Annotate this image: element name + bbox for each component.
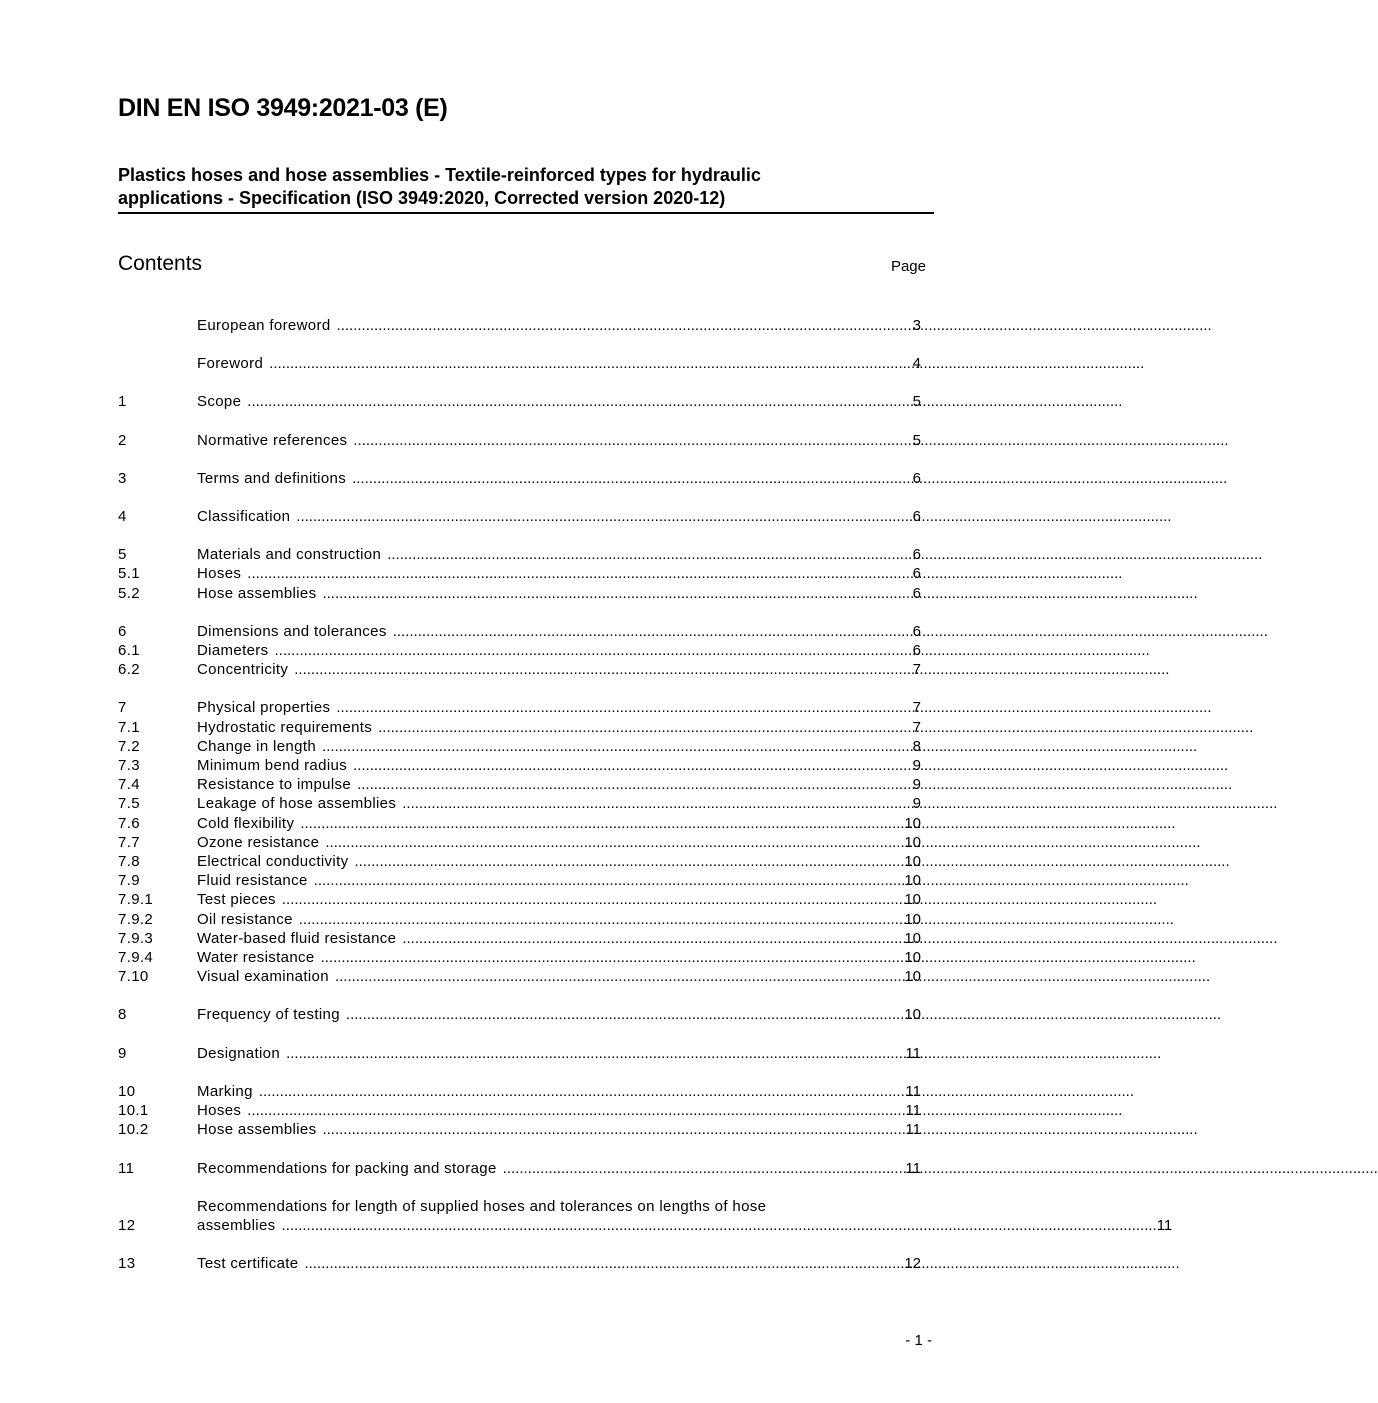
table-of-contents bbox=[118, 316, 1173, 1292]
toc-entry[interactable] bbox=[118, 641, 921, 660]
toc-entry-number: 5.1 bbox=[118, 565, 140, 583]
toc-entry[interactable] bbox=[118, 431, 921, 450]
toc-entry-page: 6 bbox=[912, 642, 921, 660]
toc-entry[interactable] bbox=[118, 507, 921, 526]
toc-entry-page: 6 bbox=[912, 469, 921, 487]
toc-entry[interactable] bbox=[118, 354, 921, 373]
toc-entry-body bbox=[197, 948, 921, 967]
toc-entry-title: Concentricity bbox=[197, 661, 289, 679]
toc-entry-body bbox=[197, 756, 921, 775]
toc-entry-body bbox=[197, 545, 921, 564]
toc-entry-number: 7.1 bbox=[118, 718, 140, 736]
toc-entry-page: 10 bbox=[904, 1006, 921, 1024]
toc-entry-title: Oil resistance bbox=[197, 910, 293, 928]
toc-entry-title: Scope bbox=[197, 393, 242, 411]
toc-entry-body bbox=[197, 564, 921, 583]
toc-entry-body bbox=[197, 469, 921, 488]
toc-group bbox=[118, 316, 921, 335]
toc-dot-leader bbox=[304, 1254, 904, 1273]
toc-entry-body bbox=[197, 698, 921, 717]
toc-dot-leader bbox=[336, 698, 912, 717]
toc-entry-title: Water-based fluid resistance bbox=[197, 929, 397, 947]
toc-entry-number: 7.4 bbox=[118, 776, 140, 794]
toc-group bbox=[118, 1197, 1173, 1235]
toc-entry-number: 7 bbox=[118, 699, 127, 717]
toc-dot-leader bbox=[346, 1005, 904, 1024]
toc-group bbox=[118, 545, 921, 603]
toc-entry-body bbox=[197, 584, 921, 603]
toc-entry-title: Water resistance bbox=[197, 949, 315, 967]
contents-heading: Contents bbox=[118, 252, 203, 275]
toc-entry-title: Foreword bbox=[197, 355, 264, 373]
toc-group bbox=[118, 392, 921, 411]
toc-entry-body bbox=[197, 1005, 921, 1024]
toc-entry-number: 11 bbox=[118, 1159, 135, 1177]
toc-entry-number: 7.9.2 bbox=[118, 910, 154, 928]
toc-entry-number: 7.6 bbox=[118, 814, 140, 832]
toc-entry[interactable] bbox=[118, 890, 921, 909]
toc-entry-page: 10 bbox=[904, 833, 921, 851]
toc-entry-page: 11 bbox=[905, 1102, 921, 1120]
toc-dot-leader bbox=[259, 1082, 906, 1101]
toc-entry-title: Recommendations for packing and storage bbox=[197, 1159, 497, 1177]
toc-entry-page: 6 bbox=[912, 565, 921, 583]
toc-entry-number: 6 bbox=[118, 622, 127, 640]
toc-entry-page: 11 bbox=[905, 1082, 921, 1100]
toc-dot-leader bbox=[352, 469, 913, 488]
toc-entry-body bbox=[197, 775, 921, 794]
toc-entry-body bbox=[197, 507, 921, 526]
toc-entry[interactable] bbox=[118, 871, 921, 890]
toc-entry-title: Resistance to impulse bbox=[197, 776, 352, 794]
toc-dot-leader bbox=[247, 392, 912, 411]
toc-entry[interactable] bbox=[118, 316, 921, 335]
toc-entry[interactable] bbox=[118, 660, 921, 679]
toc-dot-leader bbox=[321, 948, 905, 967]
toc-entry-title: Materials and construction bbox=[197, 546, 382, 564]
toc-entry[interactable] bbox=[118, 564, 921, 583]
toc-entry[interactable] bbox=[118, 1159, 921, 1178]
toc-entry-title: Visual examination bbox=[197, 968, 329, 986]
toc-entry-number: 7.5 bbox=[118, 795, 140, 813]
toc-entry-title: Hoses bbox=[197, 1102, 242, 1120]
toc-entry-number: 12 bbox=[118, 1216, 136, 1234]
document-identifier: DIN EN ISO 3949:2021-03 (E) bbox=[118, 94, 448, 122]
toc-entry[interactable] bbox=[118, 775, 921, 794]
toc-entry-body bbox=[197, 622, 921, 641]
toc-entry-title: Dimensions and tolerances bbox=[197, 622, 387, 640]
toc-entry-title-continued: assemblies bbox=[197, 1216, 276, 1234]
toc-entry-number: 10.1 bbox=[118, 1102, 149, 1120]
toc-entry-body bbox=[197, 929, 921, 948]
toc-dot-leader bbox=[402, 929, 904, 948]
document-title-line-2: applications - Specification (ISO 3949:2020, Corrected version 2020-12) bbox=[118, 188, 726, 208]
toc-group bbox=[118, 507, 921, 526]
toc-dot-leader bbox=[393, 622, 913, 641]
toc-entry-number: 7.9.3 bbox=[118, 929, 154, 947]
toc-entry[interactable] bbox=[118, 794, 921, 813]
toc-entry-body bbox=[197, 1044, 921, 1063]
toc-entry[interactable] bbox=[118, 948, 921, 967]
toc-entry-page: 10 bbox=[904, 872, 921, 890]
toc-entry-number: 10 bbox=[118, 1082, 136, 1100]
toc-dot-leader bbox=[322, 737, 913, 756]
toc-entry[interactable] bbox=[118, 545, 921, 564]
toc-entry-number: 7.10 bbox=[118, 968, 149, 986]
toc-entry-title: Electrical conductivity bbox=[197, 853, 349, 871]
toc-entry-page: 9 bbox=[912, 757, 921, 775]
toc-entry-body bbox=[197, 852, 921, 871]
toc-dot-leader bbox=[353, 431, 912, 450]
toc-entry-title: Marking bbox=[197, 1082, 253, 1100]
toc-entry-title: Hose assemblies bbox=[197, 1121, 317, 1139]
toc-entry-number: 9 bbox=[118, 1044, 127, 1062]
toc-dot-leader bbox=[387, 545, 912, 564]
toc-entry-page: 6 bbox=[912, 546, 921, 564]
toc-entry-page: 11 bbox=[905, 1044, 921, 1062]
toc-dot-leader bbox=[282, 1216, 1157, 1235]
toc-entry-title: Classification bbox=[197, 508, 291, 526]
toc-entry-title: Normative references bbox=[197, 431, 348, 449]
toc-entry-title: European foreword bbox=[197, 317, 331, 334]
toc-entry-page: 6 bbox=[912, 508, 921, 526]
toc-entry-body bbox=[197, 431, 921, 450]
toc-entry-title: Test pieces bbox=[197, 891, 276, 909]
toc-entry-page: 9 bbox=[912, 776, 921, 794]
toc-entry-page: 10 bbox=[904, 968, 921, 986]
toc-entry-page: 7 bbox=[912, 661, 921, 679]
toc-entry[interactable] bbox=[118, 967, 921, 986]
toc-entry[interactable] bbox=[118, 622, 921, 641]
page-number: - 1 - bbox=[905, 1332, 932, 1349]
toc-entry[interactable] bbox=[118, 737, 921, 756]
toc-entry-body bbox=[197, 1254, 921, 1273]
toc-entry-number: 7.9 bbox=[118, 872, 140, 890]
toc-entry-body bbox=[197, 890, 921, 909]
toc-dot-leader bbox=[353, 756, 913, 775]
toc-entry-page: 12 bbox=[904, 1255, 921, 1273]
toc-entry-body bbox=[197, 1197, 1173, 1235]
toc-entry[interactable] bbox=[118, 469, 921, 488]
toc-group bbox=[118, 431, 921, 450]
toc-entry-body bbox=[197, 737, 921, 756]
toc-dot-leader bbox=[402, 794, 912, 813]
toc-dot-leader bbox=[325, 833, 904, 852]
toc-entry[interactable] bbox=[118, 910, 921, 929]
toc-entry-page: 10 bbox=[904, 910, 921, 928]
toc-entry-body bbox=[197, 1101, 921, 1120]
toc-dot-leader bbox=[296, 507, 912, 526]
toc-dot-leader bbox=[247, 564, 912, 583]
toc-entry-page: 11 bbox=[1156, 1216, 1173, 1234]
toc-entry-page: 10 bbox=[904, 814, 921, 832]
toc-entry-page: 7 bbox=[912, 699, 921, 717]
toc-entry[interactable] bbox=[118, 1197, 1173, 1235]
toc-entry-number: 5.2 bbox=[118, 584, 140, 602]
toc-dot-leader bbox=[335, 967, 904, 986]
toc-entry-number: 13 bbox=[118, 1255, 136, 1273]
toc-dot-leader bbox=[294, 660, 912, 679]
toc-entry-number: 5 bbox=[118, 546, 127, 564]
toc-entry-title: Ozone resistance bbox=[197, 833, 320, 851]
toc-entry-page: 3 bbox=[912, 317, 921, 334]
toc-entry-title: Designation bbox=[197, 1044, 281, 1062]
toc-dot-leader bbox=[299, 910, 905, 929]
toc-entry-body bbox=[197, 1120, 921, 1139]
toc-entry-body bbox=[197, 871, 921, 890]
toc-entry-title: Minimum bend radius bbox=[197, 757, 348, 775]
toc-entry-page: 8 bbox=[912, 737, 921, 755]
toc-entry[interactable] bbox=[118, 814, 921, 833]
toc-entry-page: 6 bbox=[912, 584, 921, 602]
toc-group bbox=[118, 1082, 921, 1140]
toc-dot-leader bbox=[282, 890, 904, 909]
toc-entry-body bbox=[197, 316, 921, 335]
toc-entry-number: 3 bbox=[118, 469, 127, 487]
toc-dot-leader bbox=[314, 871, 905, 890]
toc-group bbox=[118, 698, 921, 986]
toc-group bbox=[118, 1005, 921, 1024]
toc-entry-body bbox=[197, 794, 921, 813]
toc-entry[interactable] bbox=[118, 718, 921, 737]
toc-dot-leader bbox=[322, 584, 912, 603]
toc-entry[interactable] bbox=[118, 756, 921, 775]
toc-entry[interactable] bbox=[118, 1101, 921, 1120]
toc-group bbox=[118, 1254, 921, 1273]
toc-entry[interactable] bbox=[118, 929, 921, 948]
toc-entry-page: 5 bbox=[912, 431, 921, 449]
toc-entry[interactable] bbox=[118, 833, 921, 852]
toc-entry-title: Terms and definitions bbox=[197, 469, 347, 487]
toc-entry-number: 6.1 bbox=[118, 642, 140, 660]
toc-entry-number: 7.3 bbox=[118, 757, 140, 775]
toc-entry-number: 7.9.1 bbox=[118, 891, 154, 909]
toc-entry-title: Fluid resistance bbox=[197, 872, 308, 890]
toc-entry-title: Hydrostatic requirements bbox=[197, 718, 373, 736]
toc-entry-page: 5 bbox=[912, 393, 921, 411]
toc-entry-page: 7 bbox=[912, 718, 921, 736]
toc-entry-body bbox=[197, 910, 921, 929]
toc-entry-number: 1 bbox=[118, 393, 127, 411]
toc-group bbox=[118, 1159, 921, 1178]
toc-dot-leader bbox=[378, 718, 913, 737]
toc-entry-page: 11 bbox=[905, 1121, 921, 1139]
page-column-label: Page bbox=[890, 258, 926, 275]
toc-dot-leader bbox=[322, 1120, 905, 1139]
toc-entry-number: 7.8 bbox=[118, 853, 140, 871]
toc-entry-body bbox=[197, 833, 921, 852]
toc-entry-title: Physical properties bbox=[197, 699, 331, 717]
toc-entry[interactable] bbox=[118, 852, 921, 871]
toc-group bbox=[118, 622, 921, 680]
toc-entry-body bbox=[197, 1082, 921, 1101]
toc-entry-body bbox=[197, 660, 921, 679]
toc-entry-body bbox=[197, 967, 921, 986]
toc-entry[interactable] bbox=[118, 584, 921, 603]
toc-entry[interactable] bbox=[118, 698, 921, 717]
toc-dot-leader bbox=[275, 641, 913, 660]
toc-group bbox=[118, 1044, 921, 1063]
toc-entry[interactable] bbox=[118, 392, 921, 411]
toc-entry-title: Hose assemblies bbox=[197, 584, 317, 602]
toc-entry-number: 7.7 bbox=[118, 833, 140, 851]
toc-entry-page: 6 bbox=[912, 622, 921, 640]
toc-entry-number: 4 bbox=[118, 508, 127, 526]
toc-dot-leader bbox=[286, 1044, 905, 1063]
document-title-line-1: Plastics hoses and hose assemblies - Textile-reinforced types for hydraulic bbox=[118, 165, 761, 185]
toc-group bbox=[118, 354, 921, 373]
toc-entry[interactable] bbox=[118, 1044, 921, 1063]
toc-dot-leader bbox=[247, 1101, 905, 1120]
toc-entry-body bbox=[197, 718, 921, 737]
toc-entry-body bbox=[197, 392, 921, 411]
toc-entry-title: Cold flexibility bbox=[197, 814, 295, 832]
toc-dot-leader bbox=[354, 852, 904, 871]
toc-entry-page: 9 bbox=[912, 795, 921, 813]
toc-dot-leader bbox=[503, 1159, 906, 1178]
toc-entry[interactable] bbox=[118, 1120, 921, 1139]
toc-entry-number: 8 bbox=[118, 1006, 127, 1024]
toc-entry-page: 4 bbox=[912, 355, 921, 373]
document-title bbox=[118, 164, 934, 214]
toc-dot-leader bbox=[269, 354, 913, 373]
toc-entry-body bbox=[197, 354, 921, 373]
toc-entry-page: 11 bbox=[905, 1159, 921, 1177]
toc-dot-leader bbox=[337, 316, 913, 335]
toc-entry[interactable] bbox=[118, 1005, 921, 1024]
toc-dot-leader bbox=[357, 775, 913, 794]
toc-entry-title: Frequency of testing bbox=[197, 1006, 340, 1024]
toc-entry-body bbox=[197, 814, 921, 833]
toc-entry-title: Hoses bbox=[197, 565, 242, 583]
toc-entry-number: 10.2 bbox=[118, 1121, 149, 1139]
toc-entry-title: Change in length bbox=[197, 737, 317, 755]
toc-entry-page: 10 bbox=[904, 929, 921, 947]
toc-entry-title: Recommendations for length of supplied hoses and tolerances on lengths of hose bbox=[197, 1197, 767, 1215]
toc-dot-leader bbox=[300, 814, 904, 833]
toc-entry-number: 7.2 bbox=[118, 737, 140, 755]
toc-entry-page: 10 bbox=[904, 949, 921, 967]
toc-entry[interactable] bbox=[118, 1082, 921, 1101]
toc-entry-page: 10 bbox=[904, 891, 921, 909]
toc-entry-number: 7.9.4 bbox=[118, 949, 154, 967]
toc-entry-title: Leakage of hose assemblies bbox=[197, 795, 397, 813]
toc-entry-number: 6.2 bbox=[118, 661, 140, 679]
toc-entry-number: 2 bbox=[118, 431, 127, 449]
toc-entry-title: Test certificate bbox=[197, 1255, 299, 1273]
toc-entry[interactable] bbox=[118, 1254, 921, 1273]
toc-entry-title: Diameters bbox=[197, 642, 269, 660]
toc-entry-body bbox=[197, 1159, 921, 1178]
toc-group bbox=[118, 469, 921, 488]
toc-entry-body bbox=[197, 641, 921, 660]
toc-entry-page: 10 bbox=[904, 853, 921, 871]
